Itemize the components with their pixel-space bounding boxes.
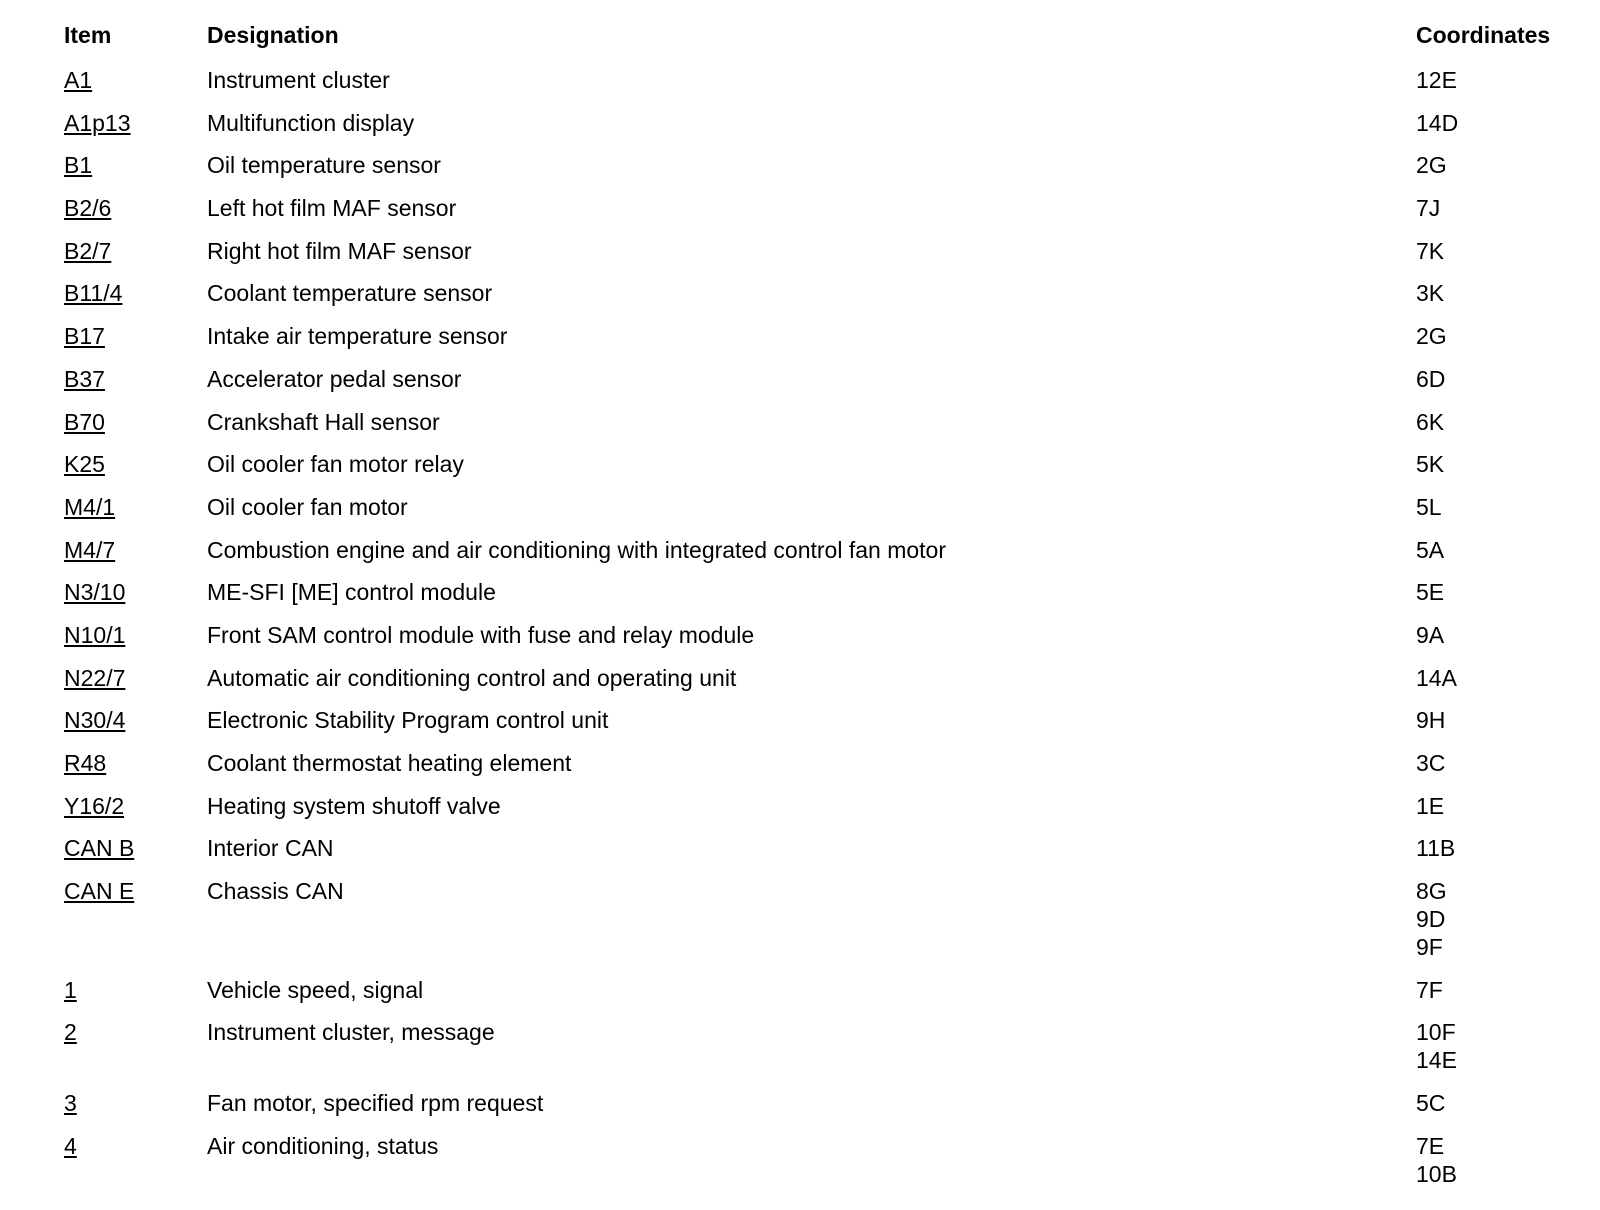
item-link[interactable]: CAN B xyxy=(64,835,135,862)
designation-text: Coolant temperature sensor xyxy=(207,280,493,307)
designation-text: Coolant thermostat heating element xyxy=(207,750,572,776)
item-link[interactable]: N22/7 xyxy=(64,664,126,691)
coordinates-cell xyxy=(1416,615,1600,658)
table-row xyxy=(0,1126,1600,1197)
item-link[interactable]: K25 xyxy=(64,451,105,478)
coordinate-value: 5E xyxy=(1416,579,1445,606)
designation-text: Oil cooler fan motor xyxy=(207,493,408,520)
designation-text: Accelerator pedal sensor xyxy=(207,365,462,392)
table-row xyxy=(0,572,1600,615)
table-row xyxy=(0,615,1600,658)
item-link[interactable]: B17 xyxy=(64,323,105,350)
table-row xyxy=(0,359,1600,402)
coordinates-cell xyxy=(1416,273,1600,316)
coordinates-cell xyxy=(1416,743,1600,786)
table-row xyxy=(0,530,1600,573)
coordinates-cell xyxy=(1416,828,1600,871)
coordinates-cell xyxy=(1416,530,1600,573)
table-row xyxy=(0,273,1600,316)
item-link[interactable]: B2/7 xyxy=(64,237,112,264)
designation-text: Left hot film MAF sensor xyxy=(207,195,457,222)
coordinate-value: 7F xyxy=(1416,976,1443,1003)
table-row xyxy=(0,103,1600,146)
coordinate-value: 9F xyxy=(1416,934,1443,961)
coordinates-cell xyxy=(1416,402,1600,445)
table-row xyxy=(0,444,1600,487)
coordinates-cell xyxy=(1416,316,1600,359)
designation-text: Automatic air conditioning control and operating unit xyxy=(207,664,737,691)
column-header-designation: Designation xyxy=(207,22,339,48)
coordinate-value: 3K xyxy=(1416,280,1445,307)
coordinate-value: 11B xyxy=(1416,835,1456,862)
designation-text: Instrument cluster, message xyxy=(207,1019,495,1046)
table-row xyxy=(0,60,1600,103)
column-header-coordinates: Coordinates xyxy=(1416,22,1551,48)
item-link[interactable]: A1p13 xyxy=(64,109,131,136)
column-header-item: Item xyxy=(64,22,112,48)
coordinates-cell xyxy=(1416,487,1600,530)
coordinate-value: 6D xyxy=(1416,365,1446,392)
coordinates-cell xyxy=(1416,145,1600,188)
coordinates-cell xyxy=(1416,60,1600,103)
designation-text: Oil cooler fan motor relay xyxy=(207,451,464,478)
table-body xyxy=(0,60,1600,1197)
coordinate-value: 9H xyxy=(1416,707,1446,734)
item-link[interactable]: M4/1 xyxy=(64,493,116,520)
designation-text: Electronic Stability Program control unit xyxy=(207,707,609,734)
item-link[interactable]: Y16/2 xyxy=(64,792,125,819)
table-row xyxy=(0,970,1600,1013)
designation-text: Oil temperature sensor xyxy=(207,152,441,179)
coordinates-cell xyxy=(1416,188,1600,231)
item-link[interactable]: N3/10 xyxy=(64,579,126,606)
coordinate-value: 5K xyxy=(1416,451,1445,478)
item-link[interactable]: B37 xyxy=(64,365,105,392)
coordinate-value: 9D xyxy=(1416,906,1446,933)
item-link[interactable]: 1 xyxy=(64,976,77,1003)
coordinates-cell xyxy=(1416,444,1600,487)
designation-text: Crankshaft Hall sensor xyxy=(207,408,440,435)
coordinate-value: 12E xyxy=(1416,67,1457,93)
designation-text: Right hot film MAF sensor xyxy=(207,237,472,264)
designation-text: Multifunction display xyxy=(207,109,415,136)
coordinates-cell xyxy=(1416,1012,1600,1083)
table-row xyxy=(0,1012,1600,1083)
table-row xyxy=(0,188,1600,231)
item-link[interactable]: 4 xyxy=(64,1132,77,1159)
designation-text: Air conditioning, status xyxy=(207,1132,439,1159)
table-row xyxy=(0,231,1600,274)
coordinates-cell xyxy=(1416,359,1600,402)
table-row xyxy=(0,316,1600,359)
coordinates-cell xyxy=(1416,786,1600,829)
coordinate-value: 5A xyxy=(1416,536,1445,563)
coordinate-value: 3C xyxy=(1416,750,1446,776)
table-row xyxy=(0,1083,1600,1126)
coordinate-value: 14D xyxy=(1416,109,1459,136)
designation-text: Heating system shutoff valve xyxy=(207,792,501,819)
table-row xyxy=(0,402,1600,445)
table-header xyxy=(0,18,1600,54)
designation-text: Front SAM control module with fuse and relay module xyxy=(207,621,755,648)
table-row xyxy=(0,743,1600,786)
coordinate-value: 14E xyxy=(1416,1047,1457,1074)
item-link[interactable]: B2/6 xyxy=(64,195,112,222)
coordinate-value: 8G xyxy=(1416,878,1447,905)
coordinates-cell xyxy=(1416,231,1600,274)
designation-text: Intake air temperature sensor xyxy=(207,323,508,350)
designation-text: Fan motor, specified rpm request xyxy=(207,1090,544,1117)
item-link[interactable]: 3 xyxy=(64,1090,77,1117)
coordinates-cell xyxy=(1416,572,1600,615)
table-row xyxy=(0,487,1600,530)
coordinates-cell xyxy=(1416,1126,1600,1197)
coordinate-value: 7J xyxy=(1416,195,1441,222)
coordinate-value: 1E xyxy=(1416,792,1445,819)
table-row xyxy=(0,828,1600,871)
item-link[interactable]: B11/4 xyxy=(64,280,123,307)
coordinates-cell xyxy=(1416,1083,1600,1126)
item-link[interactable]: N10/1 xyxy=(64,621,126,648)
coordinate-value: 6K xyxy=(1416,408,1445,435)
coordinate-value: 9A xyxy=(1416,621,1445,648)
designation-text: ME-SFI [ME] control module xyxy=(207,579,496,606)
designation-text: Interior CAN xyxy=(207,835,334,862)
coordinate-value: 7K xyxy=(1416,237,1445,264)
coordinate-value: 10B xyxy=(1416,1160,1457,1187)
table-row xyxy=(0,145,1600,188)
coordinate-value: 10F xyxy=(1416,1019,1456,1046)
coordinate-value: 14A xyxy=(1416,664,1457,691)
coordinate-value: 2G xyxy=(1416,323,1447,350)
designation-text: Vehicle speed, signal xyxy=(207,976,424,1003)
item-link[interactable]: B70 xyxy=(64,408,105,435)
coordinate-value: 2G xyxy=(1416,152,1447,179)
item-link[interactable]: R48 xyxy=(64,750,107,776)
designation-text: Instrument cluster xyxy=(207,67,390,93)
coordinate-value: 5C xyxy=(1416,1090,1446,1117)
coordinates-cell xyxy=(1416,871,1600,970)
item-link[interactable]: N30/4 xyxy=(64,707,126,734)
item-link[interactable]: B1 xyxy=(64,152,93,179)
designation-text: Combustion engine and air conditioning with integrated control fan motor xyxy=(207,536,946,563)
item-link[interactable]: M4/7 xyxy=(64,536,116,563)
table-row xyxy=(0,700,1600,743)
coordinates-cell xyxy=(1416,103,1600,146)
coordinates-cell xyxy=(1416,700,1600,743)
table-row xyxy=(0,658,1600,701)
coordinates-cell xyxy=(1416,970,1600,1013)
coordinate-value: 7E xyxy=(1416,1132,1445,1159)
item-link[interactable]: A1 xyxy=(64,67,93,93)
item-link[interactable]: 2 xyxy=(64,1019,77,1046)
coordinate-value: 5L xyxy=(1416,493,1442,520)
item-link[interactable]: CAN E xyxy=(64,878,135,905)
table-row xyxy=(0,786,1600,829)
designation-text: Chassis CAN xyxy=(207,878,344,905)
coordinates-cell xyxy=(1416,658,1600,701)
table-row xyxy=(0,871,1600,970)
